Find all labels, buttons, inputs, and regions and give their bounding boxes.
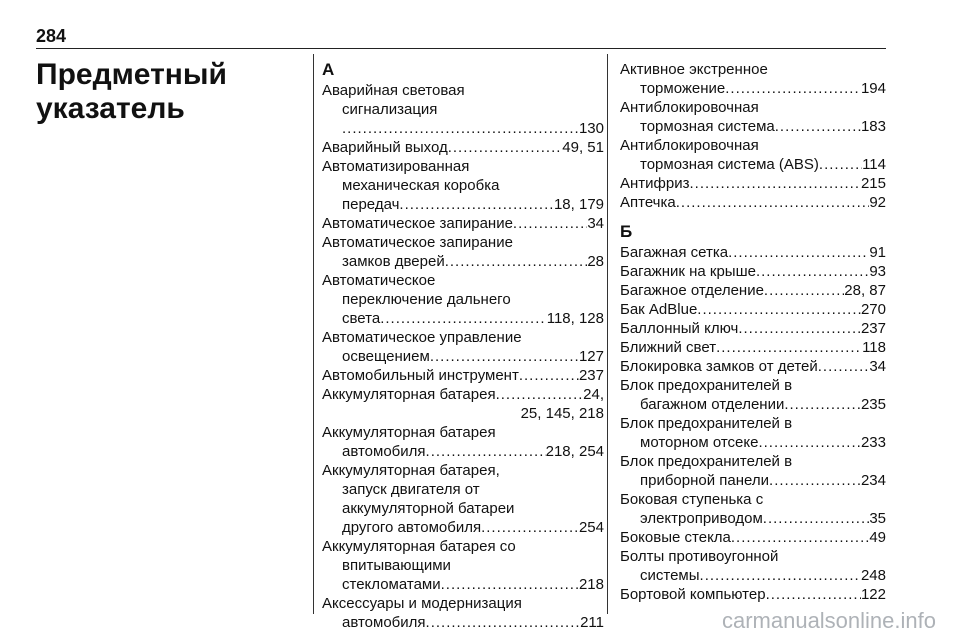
index-entry <box>620 281 886 300</box>
entry-term: приборной панели <box>640 472 770 489</box>
index-entry-line <box>620 262 886 281</box>
index-entry-line <box>322 214 604 233</box>
index-entry <box>620 452 886 490</box>
index-entry-line <box>322 442 604 461</box>
entry-page: 122 <box>860 586 886 603</box>
index-entry-line <box>620 281 886 300</box>
entry-page: 215 <box>860 175 886 192</box>
entry-term: моторном отсеке <box>640 434 759 451</box>
index-entry <box>620 547 886 585</box>
entry-term: тормозная система <box>640 118 775 135</box>
leader-dots <box>380 309 547 328</box>
entry-page: 218 <box>578 576 604 593</box>
page-title: Предметный указатель <box>36 58 227 125</box>
entry-term: освещением <box>342 348 430 365</box>
entry-subline: впитывающими <box>342 557 451 574</box>
leader-dots <box>731 528 869 547</box>
index-entry <box>322 138 604 157</box>
index-column-1 <box>322 60 604 632</box>
entry-term: Автомобильный инструмент <box>322 367 519 384</box>
entry-term: Антифриз <box>620 175 690 192</box>
entry-page: 183 <box>860 118 886 135</box>
entry-page: 34 <box>869 358 886 375</box>
entry-term: света <box>342 310 381 327</box>
index-entry <box>620 585 886 604</box>
entry-page: 49, 51 <box>562 139 604 156</box>
index-entry-line <box>322 366 604 385</box>
index-entry-line <box>620 319 886 338</box>
entry-subline: сигнализация <box>342 101 438 118</box>
entry-heading: Блок предохранителей в <box>620 453 793 470</box>
entry-heading: Боковая ступенька с <box>620 491 764 508</box>
index-entry <box>620 262 886 281</box>
entry-page: 237 <box>860 320 886 337</box>
column-divider-1 <box>313 54 314 614</box>
index-entry <box>620 376 886 414</box>
entry-subline: механическая коробка <box>342 177 500 194</box>
entry-heading: Болты противоугонной <box>620 548 779 565</box>
index-entry <box>620 528 886 547</box>
index-entry-line <box>322 252 604 271</box>
entry-heading: Аварийная световая <box>322 82 465 99</box>
leader-dots <box>700 566 861 585</box>
index-entry <box>620 319 886 338</box>
watermark: carmanualsonline.info <box>721 608 936 633</box>
entry-page: 49 <box>869 529 886 546</box>
index-entry-line <box>620 338 886 357</box>
leader-dots <box>764 281 844 300</box>
leader-dots <box>399 195 554 214</box>
section-letter: А <box>322 60 335 79</box>
entry-page: 233 <box>860 434 886 451</box>
leader-dots <box>819 155 862 174</box>
entry-heading: Аккумуляторная батарея со <box>322 538 516 555</box>
leader-dots <box>342 119 579 138</box>
entry-page: 127 <box>578 348 604 365</box>
entry-term: стекломатами <box>342 576 441 593</box>
entry-term: Багажная сетка <box>620 244 729 261</box>
entry-heading: Аккумуляторная батарея <box>322 424 496 441</box>
leader-dots <box>448 138 563 157</box>
leader-dots <box>725 79 861 98</box>
entry-page: 118, 128 <box>546 310 604 327</box>
index-entry-line <box>620 300 886 319</box>
index-entry <box>620 98 886 136</box>
leader-dots <box>769 471 861 490</box>
index-entry-line <box>620 357 886 376</box>
entry-subline: аккумуляторной батареи <box>342 500 515 517</box>
entry-term: Багажник на крыше <box>620 263 756 280</box>
entry-page: 91 <box>869 244 886 261</box>
index-entry-line <box>620 509 886 528</box>
index-entry-line <box>620 471 886 490</box>
entry-heading: Аккумуляторная батарея, <box>322 462 500 479</box>
entry-page: 18, 179 <box>553 196 604 213</box>
entry-term: системы <box>640 567 700 584</box>
entry-page: 93 <box>869 263 886 280</box>
leader-dots <box>496 385 584 404</box>
column-divider-2 <box>607 54 608 614</box>
entry-term: Ближний свет <box>620 339 717 356</box>
entry-term: Аптечка <box>620 194 676 211</box>
index-entry-line <box>322 309 604 328</box>
section-gap <box>620 212 886 222</box>
index-entry <box>620 243 886 262</box>
index-column-2 <box>620 60 886 604</box>
index-entry-line <box>322 575 604 594</box>
header-rule <box>36 48 886 49</box>
leader-dots <box>426 613 581 632</box>
entry-term: Блокировка замков от детей <box>620 358 818 375</box>
entry-page: 34 <box>587 215 604 232</box>
entry-page: 237 <box>578 367 604 384</box>
entry-term: тормозная система (ABS) <box>640 156 819 173</box>
entry-heading: Активное экстренное <box>620 61 768 78</box>
entry-heading: Автоматическое запирание <box>322 234 513 251</box>
leader-dots <box>728 243 869 262</box>
leader-dots <box>519 366 579 385</box>
entry-heading: Автоматизированная <box>322 158 470 175</box>
index-entry <box>620 136 886 174</box>
entry-page: 234 <box>860 472 886 489</box>
index-entry <box>620 174 886 193</box>
entry-heading: Автоматическое управление <box>322 329 522 346</box>
index-entry <box>620 300 886 319</box>
entry-term: автомобиля <box>342 614 426 631</box>
index-entry <box>322 423 604 461</box>
entry-page: 194 <box>860 80 886 97</box>
entry-page: 114 <box>862 156 886 173</box>
index-entry <box>322 233 604 271</box>
leader-dots <box>426 442 546 461</box>
index-entry-line <box>620 243 886 262</box>
index-entry-line <box>620 117 886 136</box>
index-entry <box>322 366 604 385</box>
entry-page: 254 <box>578 519 604 536</box>
entry-term: Бортовой компьютер <box>620 586 766 603</box>
leader-dots <box>758 433 861 452</box>
index-entry <box>322 214 604 233</box>
entry-page: 92 <box>869 194 886 211</box>
leader-dots <box>445 252 588 271</box>
index-entry-line <box>620 395 886 414</box>
entry-heading: Автоматическое <box>322 272 436 289</box>
leader-dots <box>689 174 860 193</box>
entry-page: 211 <box>580 614 604 631</box>
index-entry <box>322 271 604 328</box>
entry-page: 270 <box>860 301 886 318</box>
page-number: 284 <box>36 26 67 46</box>
entry-page: 118 <box>862 339 886 356</box>
index-entry-line <box>620 155 886 174</box>
leader-dots <box>676 193 870 212</box>
entry-page: 248 <box>860 567 886 584</box>
index-entry <box>322 328 604 366</box>
index-entry-line <box>620 585 886 604</box>
leader-dots <box>775 117 861 136</box>
index-entry-line <box>322 613 604 632</box>
index-entry <box>620 414 886 452</box>
entry-page-continued: 25, 145, 218 <box>520 405 604 422</box>
section-letter: Б <box>620 222 633 241</box>
entry-page: 218, 254 <box>545 443 604 460</box>
leader-dots <box>784 395 861 414</box>
entry-term: торможение <box>640 80 726 97</box>
leader-dots <box>756 262 869 281</box>
entry-page: 24, <box>583 386 604 403</box>
entry-heading: Блок предохранителей в <box>620 377 793 394</box>
leader-dots <box>481 518 579 537</box>
index-entry <box>322 157 604 214</box>
index-entry <box>322 461 604 537</box>
leader-dots <box>763 509 870 528</box>
index-entry <box>322 81 604 138</box>
entry-term: передач <box>342 196 400 213</box>
index-entry <box>322 537 604 594</box>
entry-subline: переключение дальнего <box>342 291 511 308</box>
index-entry-line <box>322 385 604 404</box>
leader-dots <box>766 585 861 604</box>
index-entry-line <box>620 174 886 193</box>
leader-dots <box>716 338 862 357</box>
entry-heading: Антиблокировочная <box>620 99 759 116</box>
index-entry <box>620 60 886 98</box>
index-entry-line <box>620 528 886 547</box>
entry-term: автомобиля <box>342 443 426 460</box>
index-entry <box>322 594 604 632</box>
entry-term: багажном отделении <box>640 396 785 413</box>
entry-term: Аварийный выход <box>322 139 448 156</box>
index-entry <box>620 490 886 528</box>
entry-page: 28 <box>587 253 604 270</box>
entry-term: Баллонный ключ <box>620 320 739 337</box>
index-entry <box>322 385 604 423</box>
leader-dots <box>738 319 861 338</box>
entry-term: электроприводом <box>640 510 763 527</box>
entry-term: Боковые стекла <box>620 529 731 546</box>
index-entry-line <box>322 518 604 537</box>
leader-dots <box>430 347 579 366</box>
entry-subline: запуск двигателя от <box>342 481 480 498</box>
index-entry-line <box>620 433 886 452</box>
index-entry-line <box>322 347 604 366</box>
entry-heading: Антиблокировочная <box>620 137 759 154</box>
leader-dots <box>441 575 579 594</box>
index-entry-line <box>322 119 604 138</box>
entry-page: 235 <box>860 396 886 413</box>
entry-term: Аккумуляторная батарея <box>322 386 496 403</box>
entry-page: 28, 87 <box>844 282 886 299</box>
entry-page: 35 <box>869 510 886 527</box>
entry-term: Бак AdBlue <box>620 301 698 318</box>
index-entry-line <box>620 79 886 98</box>
index-entry-line <box>322 138 604 157</box>
leader-dots <box>697 300 861 319</box>
index-entry <box>620 357 886 376</box>
index-entry <box>620 193 886 212</box>
entry-page: 130 <box>578 120 604 137</box>
entry-heading: Аксессуары и модернизация <box>322 595 522 612</box>
entry-term: замков дверей <box>342 253 445 270</box>
entry-term: Багажное отделение <box>620 282 764 299</box>
entry-term: Автоматическое запирание <box>322 215 513 232</box>
leader-dots <box>818 357 870 376</box>
index-entry <box>620 338 886 357</box>
index-entry-line <box>620 566 886 585</box>
entry-term: другого автомобиля <box>342 519 482 536</box>
index-entry-line <box>322 195 604 214</box>
leader-dots <box>513 214 587 233</box>
entry-heading: Блок предохранителей в <box>620 415 793 432</box>
index-entry-line <box>620 193 886 212</box>
